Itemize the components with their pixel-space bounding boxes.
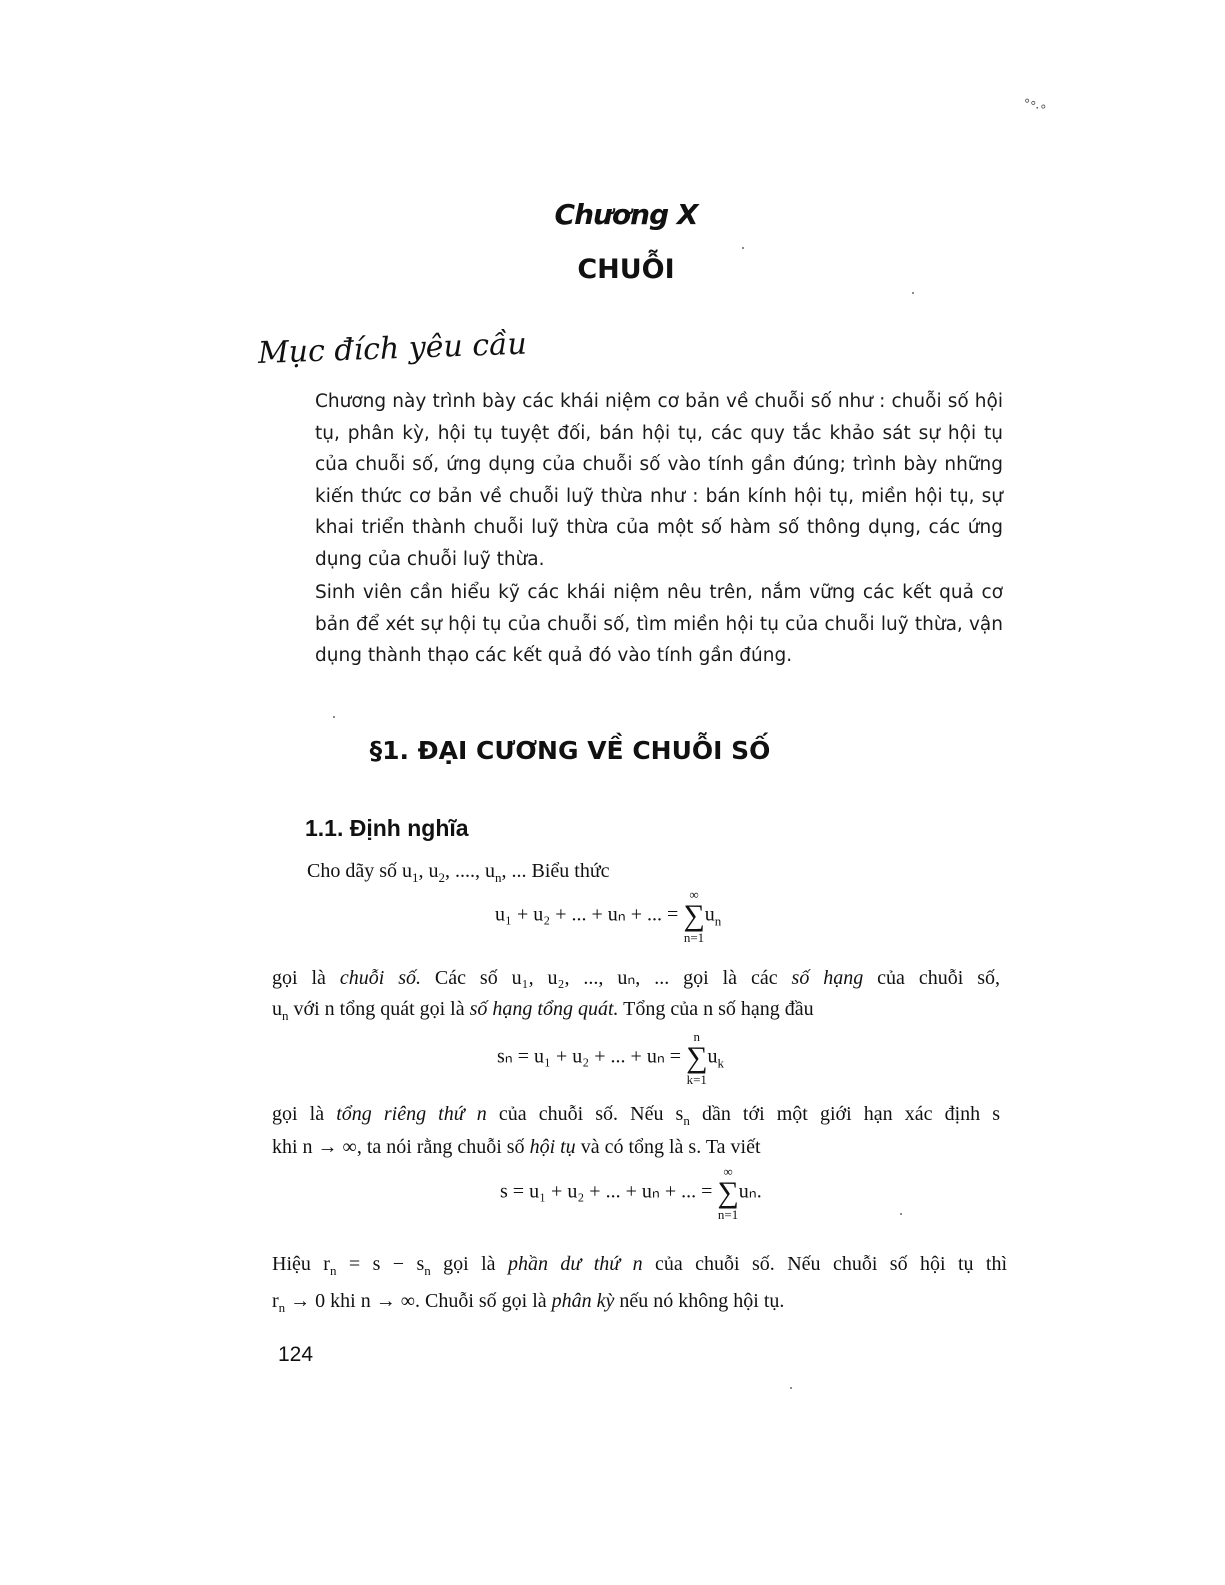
sum-symbol: ∞ ∑ n=1: [717, 1164, 739, 1222]
formula-2-lhs: sₙ = u₁ + u₂ + ... + uₙ =: [497, 1045, 682, 1068]
intro-text-1: Chương này trình bày các khái niệm cơ bản về chuỗi số như : chuỗi số hội tụ, phân kỳ, hội tụ tuyệt đối, bán hội tụ, các quy tắc khảo sát sự hội tụ của chuỗi số, ứng dụng của chuỗi số vào tính gần đúng; trình bày những kiến thức cơ bản về chuỗi luỹ thừa như : bán kính hội tụ, miền hội tụ, sự khai triển thành chuỗi luỹ thừa của một số hàm số thông dụng, các ứng dụng của chuỗi luỹ thừa.: [315, 391, 1003, 570]
text-line-5: khi n → ∞, ta nói rằng chuỗi số hội tụ và có tổng là s. Ta viết: [272, 1136, 761, 1158]
intro-text-2: Sinh viên cần hiểu kỹ các khái niệm nêu trên, nắm vững các kết quả cơ bản để xét sự hội tụ của chuỗi số, tìm miền hội tụ của chuỗi luỹ thừa, vận dụng thành thạo các kết quả đó vào tính gần đúng.: [315, 582, 1003, 666]
sum-symbol: ∞ ∑ n=1: [683, 887, 705, 945]
intro-paragraph-2: [315, 577, 1003, 672]
formula-sum: s = u₁ + u₂ + ... + uₙ + ... = ∞ ∑ n=1 uₙ.: [500, 1164, 762, 1222]
text-line-1: Cho dãy số $u_1$, $u_2$, ...., $u_n$, ... Biểu thức: [307, 860, 610, 885]
text-line-2: gọi là chuỗi số. Các số u₁, u₂, ..., uₙ, ... gọi là các số hạng của chuỗi số,: [272, 967, 1000, 989]
text-line-7: $r_n \to 0$ khi n → ∞. Chuỗi số gọi là phân kỳ nếu nó không hội tụ.: [272, 1290, 785, 1315]
sum-symbol: n ∑ k=1: [686, 1029, 708, 1087]
purpose-heading: Mục đích yêu cầu: [257, 326, 528, 371]
text-line-6: Hiệu $r_n = s - s_n$ gọi là phần dư thứ n của chuỗi số. Nếu chuỗi số hội tụ thì: [272, 1253, 1008, 1278]
page-number: 124: [278, 1343, 314, 1366]
text-line-4: gọi là tổng riêng thứ n của chuỗi số. Nếu $s_n$ dần tới một giới hạn xác định s: [272, 1103, 1001, 1128]
scan-speck: [900, 1213, 902, 1215]
formula-series: u₁ + u₂ + ... + uₙ + ... = ∞ ∑ n=1 $u_n$: [495, 887, 722, 945]
section-heading: §1. ĐẠI CƯƠNG VỀ CHUỖI SỐ: [369, 736, 771, 765]
text-line-3: $u_n$ với n tổng quát gọi là số hạng tổng quát. Tổng của n số hạng đầu: [272, 998, 814, 1023]
subsection-heading: 1.1. Định nghĩa: [305, 815, 469, 841]
formula-1-lhs: u₁ + u₂ + ... + uₙ + ... =: [495, 903, 679, 926]
intro-paragraph-1: [315, 386, 1003, 575]
chapter-label: Chương X: [554, 198, 698, 231]
scan-speck: [790, 1387, 792, 1389]
scan-speck: [912, 292, 914, 294]
formula-partial-sum: sₙ = u₁ + u₂ + ... + uₙ = n ∑ k=1 $u_k$: [497, 1029, 724, 1087]
scan-speck: [333, 716, 335, 718]
chapter-title: CHUỖI: [577, 254, 675, 285]
corner-mark: °°·°: [1020, 96, 1048, 119]
formula-3-lhs: s = u₁ + u₂ + ... + uₙ + ... =: [500, 1180, 713, 1203]
scan-speck: [742, 247, 744, 249]
